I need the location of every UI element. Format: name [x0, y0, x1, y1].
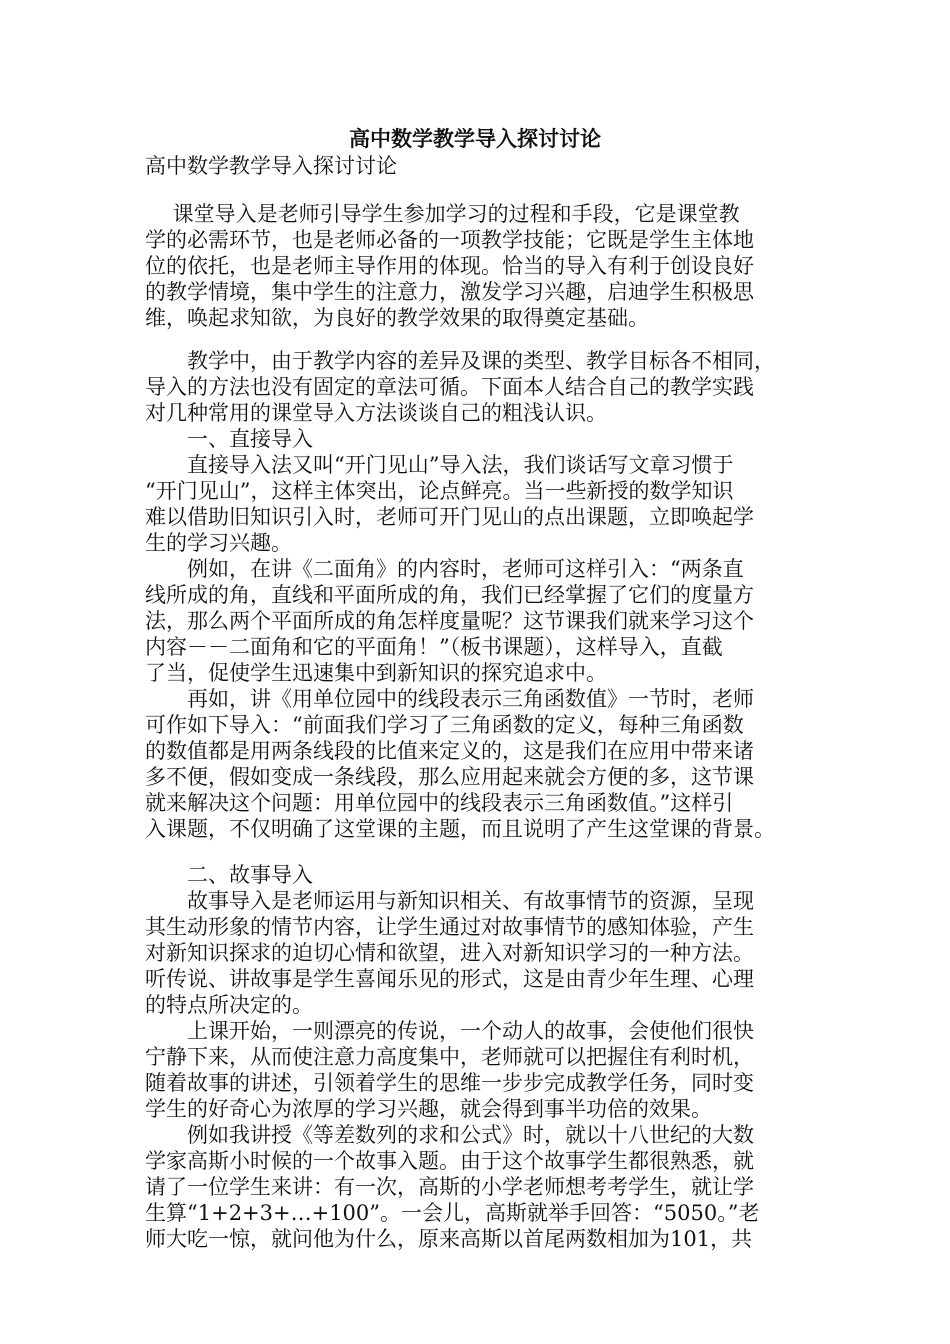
body-line: 再如，讲《用单位园中的线段表示三角函数值》一节时，老师 — [145, 687, 754, 711]
page-title: 高中数学教学导入探讨讨论 — [349, 126, 601, 151]
body-line: 入课题，不仅明确了这堂课的主题，而且说明了产生这堂课的背景。 — [145, 817, 775, 841]
body-line: 的特点所决定的。 — [145, 993, 313, 1017]
body-line: 生算“1+2+3+…+100”。一会儿，高斯就举手回答：“5050。”老 — [145, 1201, 760, 1225]
body-line: 宁静下来，从而使注意力高度集中，老师就可以把握住有利时机， — [145, 1045, 754, 1069]
document-subtitle: 高中数学教学导入探讨讨论 — [145, 154, 397, 178]
body-line: 课堂导入是老师引导学生参加学习的过程和手段，它是课堂教 — [145, 202, 740, 226]
body-line: 就来解决这个问题：用单位园中的线段表示三角函数值。”这样引 — [145, 791, 734, 815]
body-line: 了当，促使学生迅速集中到新知识的探究追求中。 — [145, 661, 607, 685]
body-line: 故事导入是老师运用与新知识相关、有故事情节的资源，呈现 — [145, 889, 754, 913]
body-line: 的数值都是用两条线段的比值来定义的，这是我们在应用中带来诸 — [145, 739, 754, 763]
body-line: 学的必需环节，也是老师必备的一项教学技能；它既是学生主体地 — [145, 228, 754, 252]
body-line: 请了一位学生来讲：有一次，高斯的小学老师想考考学生，就让学 — [145, 1175, 754, 1199]
body-line: 例如我讲授《等差数列的求和公式》时，就以十八世纪的大数 — [145, 1123, 754, 1147]
body-line: 学生的好奇心为浓厚的学习兴趣，就会得到事半功倍的效果。 — [145, 1097, 712, 1121]
body-line: 位的依托，也是老师主导作用的体现。恰当的导入有利于创设良好 — [145, 254, 754, 278]
body-line: 难以借助旧知识引入时，老师可开门见山的点出课题，立即唤起学 — [145, 505, 754, 529]
body-line: 内容－－二面角和它的平面角！”（板书课题），这样导入，直截 — [145, 635, 723, 659]
body-line: 的教学情境，集中学生的注意力，激发学习兴趣，启迪学生积极思 — [145, 280, 754, 304]
section-heading: 二、故事导入 — [145, 863, 313, 887]
body-line: 线所成的角，直线和平面所成的角，我们已经掌握了它们的度量方 — [145, 583, 754, 607]
body-line: 维，唤起求知欲，为良好的教学效果的取得奠定基础。 — [145, 306, 649, 330]
body-line: 导入的方法也没有固定的章法可循。下面本人结合自己的教学实践 — [145, 375, 754, 399]
body-line: 例如，在讲《二面角》的内容时，老师可这样引入：“两条直 — [145, 557, 744, 581]
body-line: 其生动形象的情节内容，让学生通过对故事情节的感知体验，产生 — [145, 915, 754, 939]
body-line: “开门见山”，这样主体突出，论点鲜亮。当一些新授的数学知识 — [145, 479, 734, 503]
body-line: 直接导入法又叫“开门见山”导入法，我们谈话写文章习惯于 — [145, 453, 734, 477]
body-line: 随着故事的讲述，引领着学生的思维一步步完成教学任务，同时变 — [145, 1071, 754, 1095]
body-line: 学家高斯小时候的一个故事入题。由于这个故事学生都很熟悉，就 — [145, 1149, 754, 1173]
body-line: 可作如下导入：“前面我们学习了三角函数的定义，每种三角函数 — [145, 713, 744, 737]
body-line: 对新知识探求的迫切心情和欲望，进入对新知识学习的一种方法。 — [145, 941, 754, 965]
body-line: 教学中，由于教学内容的差异及课的类型、教学目标各不相同， — [145, 349, 775, 373]
body-line: 生的学习兴趣。 — [145, 531, 292, 555]
body-line: 上课开始，一则漂亮的传说，一个动人的故事，会使他们很快 — [145, 1019, 754, 1043]
body-line: 师大吃一惊，就问他为什么，原来高斯以首尾两数相加为101，共 — [145, 1227, 753, 1251]
body-line: 法，那么两个平面所成的角怎样度量呢？这节课我们就来学习这个 — [145, 609, 754, 633]
section-heading: 一、直接导入 — [145, 427, 313, 451]
body-line: 对几种常用的课堂导入方法谈谈自己的粗浅认识。 — [145, 401, 607, 425]
body-line: 听传说、讲故事是学生喜闻乐见的形式，这是由青少年生理、心理 — [145, 967, 754, 991]
body-line: 多不便，假如变成一条线段，那么应用起来就会方便的多，这节课 — [145, 765, 754, 789]
